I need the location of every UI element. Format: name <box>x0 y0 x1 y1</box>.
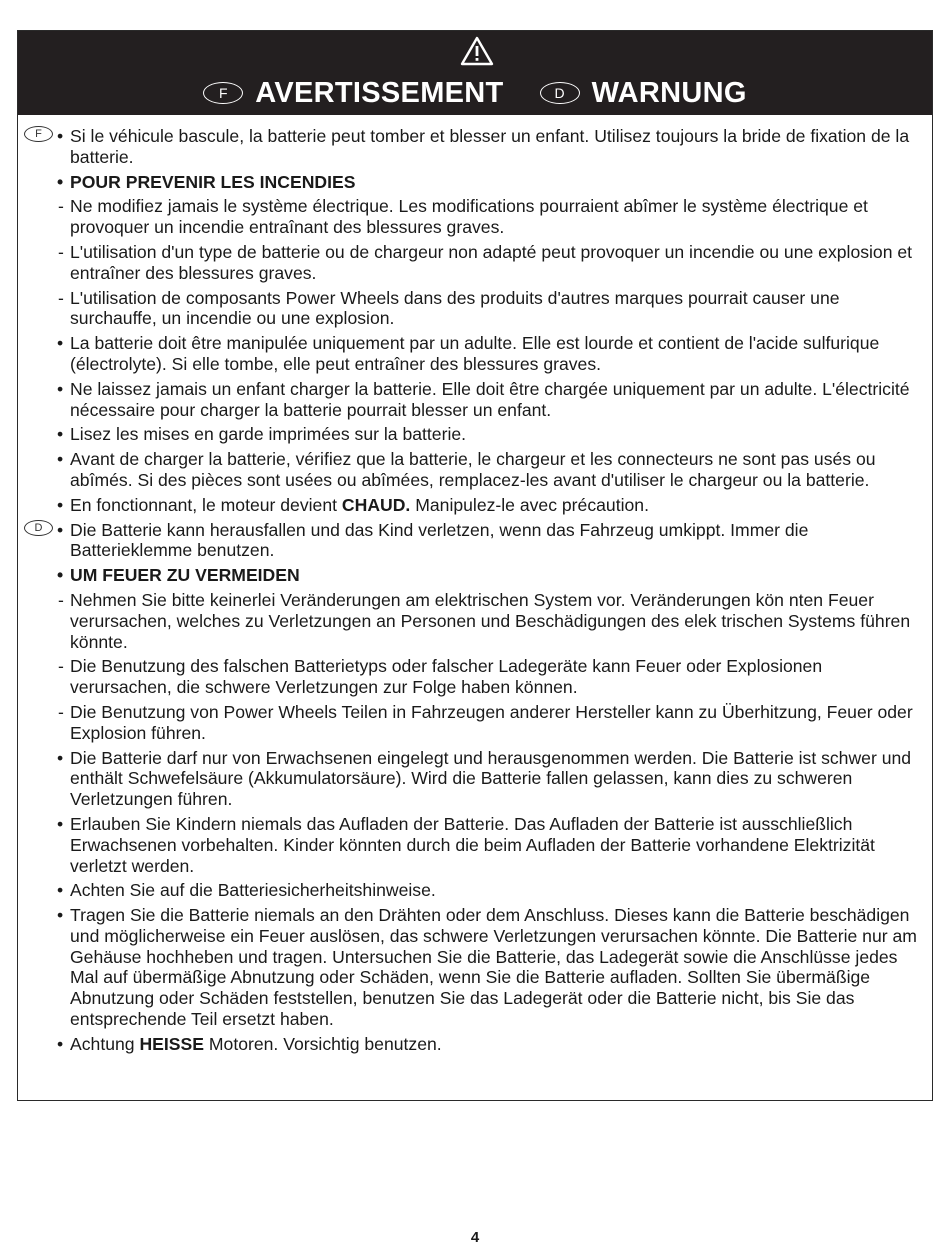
item-text: Die Benutzung von Power Wheels Teilen in Fahrzeugen anderer Hersteller kann zu Überhitzung, Feuer oder Explosion führen. <box>70 701 913 743</box>
item-emphasis: HEISSE <box>139 1033 204 1054</box>
german-bullet-item <box>18 1034 932 1055</box>
french-section-marker: F <box>24 126 53 142</box>
item-text: Tragen Sie die Batterie niemals an den Drähten oder dem Anschluss. Dieses kann die Batterie beschädigen und möglicherweise ein Feuer auslösen, das schwere Verletzungen verursachen könnte. Die Batterie nur am Gehäuse hochheben und tragen. Untersuchen Sie die Batterie, das Ladegerät sowie die Anschlüsse jedes Mal auf übermäßige Abnutzung oder Schäden, wenn Sie die Batterie aufladen. Sollten Sie übermäßige Abnutzung oder Schäden feststellen, benutzen Sie das Ladegerät oder die Batterie nicht, bis Sie das entsprechende Teil ersetzt haben. <box>70 905 917 1030</box>
bullet-marker: • <box>57 565 64 586</box>
french-bullet-item <box>18 379 932 421</box>
item-text: Die Batterie darf nur von Erwachsenen eingelegt und herausgenommen werden. Die Batterie ist schwer und enthält Schwefelsäure (Akkumulatorsäure). Wird die Batterie fallen gelassen, kann dies zu schweren Verletzungen führen. <box>70 747 912 810</box>
bullet-marker: • <box>57 494 64 515</box>
item-emphasis: CHAUD. <box>341 494 411 515</box>
warning-header <box>18 31 932 115</box>
dash-marker: - <box>58 701 64 722</box>
french-dash-item <box>18 242 932 284</box>
french-subheading <box>18 172 932 193</box>
dash-marker: - <box>58 196 64 217</box>
german-bullet-item <box>18 905 932 1030</box>
bullet-marker: • <box>57 378 64 399</box>
bullet-marker: • <box>57 519 64 540</box>
header-french-block <box>203 77 503 110</box>
bullet-marker: • <box>57 1033 64 1054</box>
item-text: Erlauben Sie Kindern niemals das Aufladen der Batterie. Das Aufladen der Batterie ist ausschließlich Erwachsenen vorbehalten. Kinder könnten durch die beim Aufladen der Batterie vorhandene Elektrizität verletzt werden. <box>70 813 875 876</box>
dash-marker: - <box>58 287 64 308</box>
bullet-marker: • <box>57 424 64 445</box>
item-text: En fonctionnant, le moteur devient <box>70 494 342 515</box>
bullet-marker: • <box>57 813 64 834</box>
item-text: Avant de charger la batterie, vérifiez que la batterie, le chargeur et les connecteurs ne sont pas usés ou abîmés. Si des pièces sont usées ou abîmées, remplacez-les avant d'utiliser le chargeur ou la batterie. <box>70 449 876 490</box>
bullet-marker: • <box>57 449 64 470</box>
subheading-text: UM FEUER ZU VERMEIDEN <box>70 565 300 586</box>
bullet-marker: • <box>57 747 64 768</box>
header-german-block <box>540 77 747 110</box>
subheading-text: POUR PREVENIR LES INCENDIES <box>70 171 356 192</box>
dash-marker: - <box>58 589 64 610</box>
dash-marker: - <box>58 656 64 677</box>
item-text: L'utilisation de composants Power Wheels dans des produits d'autres marques pourrait causer une surchauffe, un incendie ou une explosion. <box>70 287 840 329</box>
warning-box <box>17 30 933 1101</box>
bullet-marker: • <box>57 905 64 926</box>
german-bullet-item <box>18 814 932 876</box>
item-text: Motoren. Vorsichtig benutzen. <box>204 1033 442 1054</box>
item-text: Nehmen Sie bitte keinerlei Veränderungen am elektrischen System vor. Veränderungen kön nten Feuer verursachen, welches zu Verletzungen an Personen und Beschädigungen des elek trischen Systems führen könnte. <box>70 589 911 652</box>
item-text: Ne laissez jamais un enfant charger la batterie. Elle doit être chargée uniquement par un adulte. L'électricité nécessaire pour charger la batterie pourrait blesser un enfant. <box>70 378 910 420</box>
item-text: Achtung <box>70 1033 140 1054</box>
german-bullet-item <box>18 748 932 810</box>
dash-marker: - <box>58 241 64 262</box>
french-bullet-item <box>18 126 932 168</box>
german-dash-item <box>18 702 932 744</box>
header-title-row <box>18 73 932 113</box>
item-text: Si le véhicule bascule, la batterie peut tomber et blesser un enfant. Utilisez toujours la bride de fixation de la batterie. <box>70 126 910 167</box>
item-text: Lisez les mises en garde imprimées sur la batterie. <box>70 424 467 445</box>
item-text: La batterie doit être manipulée uniquement par un adulte. Elle est lourde et contient de l'acide sulfurique (électrolyte). Si elle tombe, elle peut entraîner des blessures graves. <box>70 333 880 374</box>
item-text: L'utilisation d'un type de batterie ou de chargeur non adapté peut provoquer un incendie ou une explosion et entraîner des blessures graves. <box>70 241 913 283</box>
french-section <box>18 126 932 516</box>
item-text: Die Batterie kann herausfallen und das Kind verletzen, wenn das Fahrzeug umkippt. Immer die Batterieklemme benutzen. <box>70 519 809 561</box>
french-language-marker: F <box>203 82 243 104</box>
item-text: Manipulez-le avec précaution. <box>410 494 649 515</box>
french-bullet-item <box>18 424 932 445</box>
french-dash-item <box>18 196 932 238</box>
bullet-marker: • <box>57 171 64 192</box>
german-section-marker: D <box>24 520 53 536</box>
german-section <box>18 520 932 1055</box>
french-bullet-item <box>18 333 932 375</box>
german-language-marker: D <box>540 82 580 104</box>
german-dash-item <box>18 656 932 698</box>
bullet-marker: • <box>57 880 64 901</box>
item-text: Ne modifiez jamais le système électrique. Les modifications pourraient abîmer le système électrique et provoquer un incendie entraînant des blessures graves. <box>70 196 868 238</box>
header-title-german: WARNUNG <box>591 76 747 109</box>
french-bullet-item <box>18 495 932 516</box>
french-bullet-item <box>18 449 932 491</box>
item-text: Die Benutzung des falschen Batterietyps oder falscher Ladegeräte kann Feuer oder Explosionen verursachen, die schwere Verletzungen zur Folge haben können. <box>70 656 823 698</box>
item-text: Achten Sie auf die Batteriesicherheitshinweise. <box>70 880 436 901</box>
warning-content <box>18 126 932 1059</box>
header-title-french: AVERTISSEMENT <box>255 76 504 109</box>
bullet-marker: • <box>57 126 64 146</box>
warning-triangle-icon <box>460 36 494 66</box>
french-dash-item <box>18 288 932 330</box>
page-number: 4 <box>470 1229 480 1246</box>
german-bullet-item <box>18 880 932 901</box>
german-bullet-item <box>18 520 932 562</box>
bullet-marker: • <box>57 333 64 354</box>
german-subheading <box>18 565 932 586</box>
german-dash-item <box>18 590 932 652</box>
